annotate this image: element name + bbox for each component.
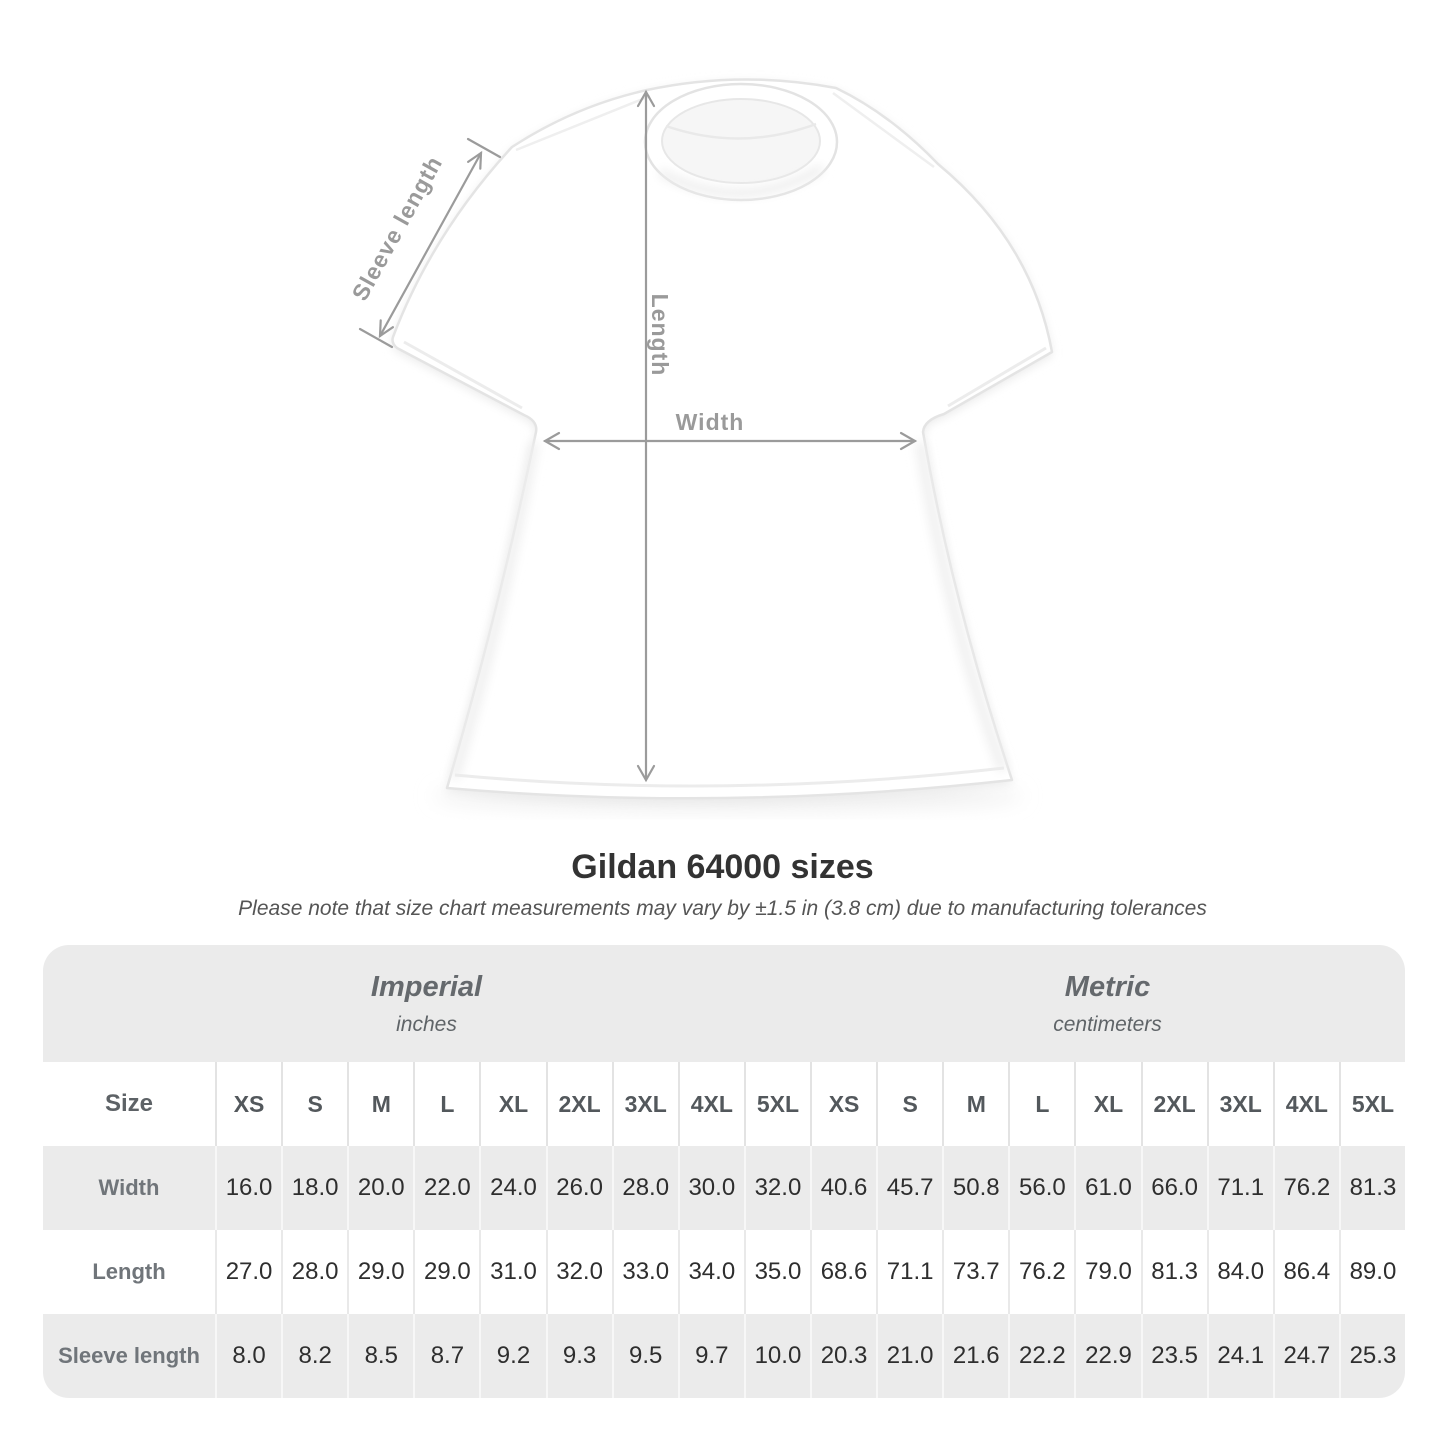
width-label: Width xyxy=(675,409,745,435)
metric-group-header xyxy=(810,945,1405,1062)
size-corner-label: Size xyxy=(104,1090,154,1117)
value-cell: 8.7 xyxy=(413,1314,479,1398)
size-table xyxy=(43,945,1405,1398)
value-cell: 86.4 xyxy=(1273,1230,1339,1314)
value-cell: 30.0 xyxy=(678,1146,744,1230)
tshirt-collar xyxy=(645,84,837,200)
size-column-header: 3XL xyxy=(1207,1062,1273,1146)
value-cell: 40.6 xyxy=(810,1146,876,1230)
value-cell: 35.0 xyxy=(744,1230,810,1314)
value-cell: 79.0 xyxy=(1074,1230,1140,1314)
metric-label: Metric xyxy=(1064,970,1151,1003)
value-cell: 20.0 xyxy=(347,1146,413,1230)
imperial-group-header xyxy=(43,945,810,1062)
value-cell: 81.3 xyxy=(1339,1146,1405,1230)
row-label: Sleeve length xyxy=(58,1343,200,1368)
value-cell: 71.1 xyxy=(876,1230,942,1314)
table-body xyxy=(43,1146,1405,1398)
size-column-header: 2XL xyxy=(546,1062,612,1146)
size-column-header: 3XL xyxy=(612,1062,678,1146)
value-cell: 8.5 xyxy=(347,1314,413,1398)
value-cell: 29.0 xyxy=(347,1230,413,1314)
value-cell: 81.3 xyxy=(1141,1230,1207,1314)
size-column-header: L xyxy=(413,1062,479,1146)
value-cell: 56.0 xyxy=(1008,1146,1074,1230)
value-cell: 26.0 xyxy=(546,1146,612,1230)
value-cell: 9.5 xyxy=(612,1314,678,1398)
size-header-row xyxy=(43,1062,1405,1146)
table-row xyxy=(43,1146,1405,1230)
value-cell: 21.6 xyxy=(942,1314,1008,1398)
value-cell: 24.7 xyxy=(1273,1314,1339,1398)
size-column-header: 5XL xyxy=(744,1062,810,1146)
value-cell: 27.0 xyxy=(215,1230,281,1314)
value-cell: 84.0 xyxy=(1207,1230,1273,1314)
value-cell: 66.0 xyxy=(1141,1146,1207,1230)
value-cell: 21.0 xyxy=(876,1314,942,1398)
value-cell: 33.0 xyxy=(612,1230,678,1314)
value-cell: 71.1 xyxy=(1207,1146,1273,1230)
size-column-header: S xyxy=(281,1062,347,1146)
value-cell: 50.8 xyxy=(942,1146,1008,1230)
value-cell: 20.3 xyxy=(810,1314,876,1398)
value-cell: 29.0 xyxy=(413,1230,479,1314)
value-cell: 89.0 xyxy=(1339,1230,1405,1314)
unit-group-header xyxy=(43,945,1405,1062)
size-column-header: XL xyxy=(1074,1062,1140,1146)
value-cell: 8.2 xyxy=(281,1314,347,1398)
page-title: Gildan 64000 sizes xyxy=(571,848,874,886)
row-label: Length xyxy=(92,1259,166,1284)
value-cell: 22.0 xyxy=(413,1146,479,1230)
metric-unit-label: centimeters xyxy=(1053,1012,1162,1036)
value-cell: 24.1 xyxy=(1207,1314,1273,1398)
value-cell: 8.0 xyxy=(215,1314,281,1398)
value-cell: 22.2 xyxy=(1008,1314,1074,1398)
value-cell: 10.0 xyxy=(744,1314,810,1398)
value-cell: 34.0 xyxy=(678,1230,744,1314)
value-cell: 76.2 xyxy=(1273,1146,1339,1230)
tolerance-note: Please note that size chart measurements may vary by ±1.5 in (3.8 cm) due to manufacturing tolerances xyxy=(238,897,1207,920)
size-column-header: XS xyxy=(810,1062,876,1146)
value-cell: 31.0 xyxy=(479,1230,545,1314)
size-column-header: XS xyxy=(215,1062,281,1146)
value-cell: 23.5 xyxy=(1141,1314,1207,1398)
value-cell: 28.0 xyxy=(612,1146,678,1230)
size-column-header: 5XL xyxy=(1339,1062,1405,1146)
value-cell: 22.9 xyxy=(1074,1314,1140,1398)
size-column-header: XL xyxy=(479,1062,545,1146)
sleeve-length-label: Sleeve length xyxy=(346,151,448,305)
size-column-header: M xyxy=(347,1062,413,1146)
value-cell: 16.0 xyxy=(215,1146,281,1230)
value-cell: 76.2 xyxy=(1008,1230,1074,1314)
value-cell: 45.7 xyxy=(876,1146,942,1230)
value-cell: 32.0 xyxy=(744,1146,810,1230)
table-row xyxy=(43,1230,1405,1314)
size-column-header: S xyxy=(876,1062,942,1146)
imperial-label: Imperial xyxy=(370,970,483,1003)
size-column-header: 4XL xyxy=(1273,1062,1339,1146)
length-label: Length xyxy=(647,293,673,377)
size-column-header: 4XL xyxy=(678,1062,744,1146)
value-cell: 24.0 xyxy=(479,1146,545,1230)
value-cell: 25.3 xyxy=(1339,1314,1405,1398)
row-label: Width xyxy=(98,1175,160,1200)
value-cell: 73.7 xyxy=(942,1230,1008,1314)
size-column-header: 2XL xyxy=(1141,1062,1207,1146)
size-column-header: L xyxy=(1008,1062,1074,1146)
value-cell: 9.3 xyxy=(546,1314,612,1398)
value-cell: 28.0 xyxy=(281,1230,347,1314)
value-cell: 9.7 xyxy=(678,1314,744,1398)
size-column-header: M xyxy=(942,1062,1008,1146)
value-cell: 18.0 xyxy=(281,1146,347,1230)
table-row xyxy=(43,1314,1405,1398)
value-cell: 32.0 xyxy=(546,1230,612,1314)
value-cell: 61.0 xyxy=(1074,1146,1140,1230)
imperial-unit-label: inches xyxy=(396,1012,457,1036)
value-cell: 9.2 xyxy=(479,1314,545,1398)
value-cell: 68.6 xyxy=(810,1230,876,1314)
